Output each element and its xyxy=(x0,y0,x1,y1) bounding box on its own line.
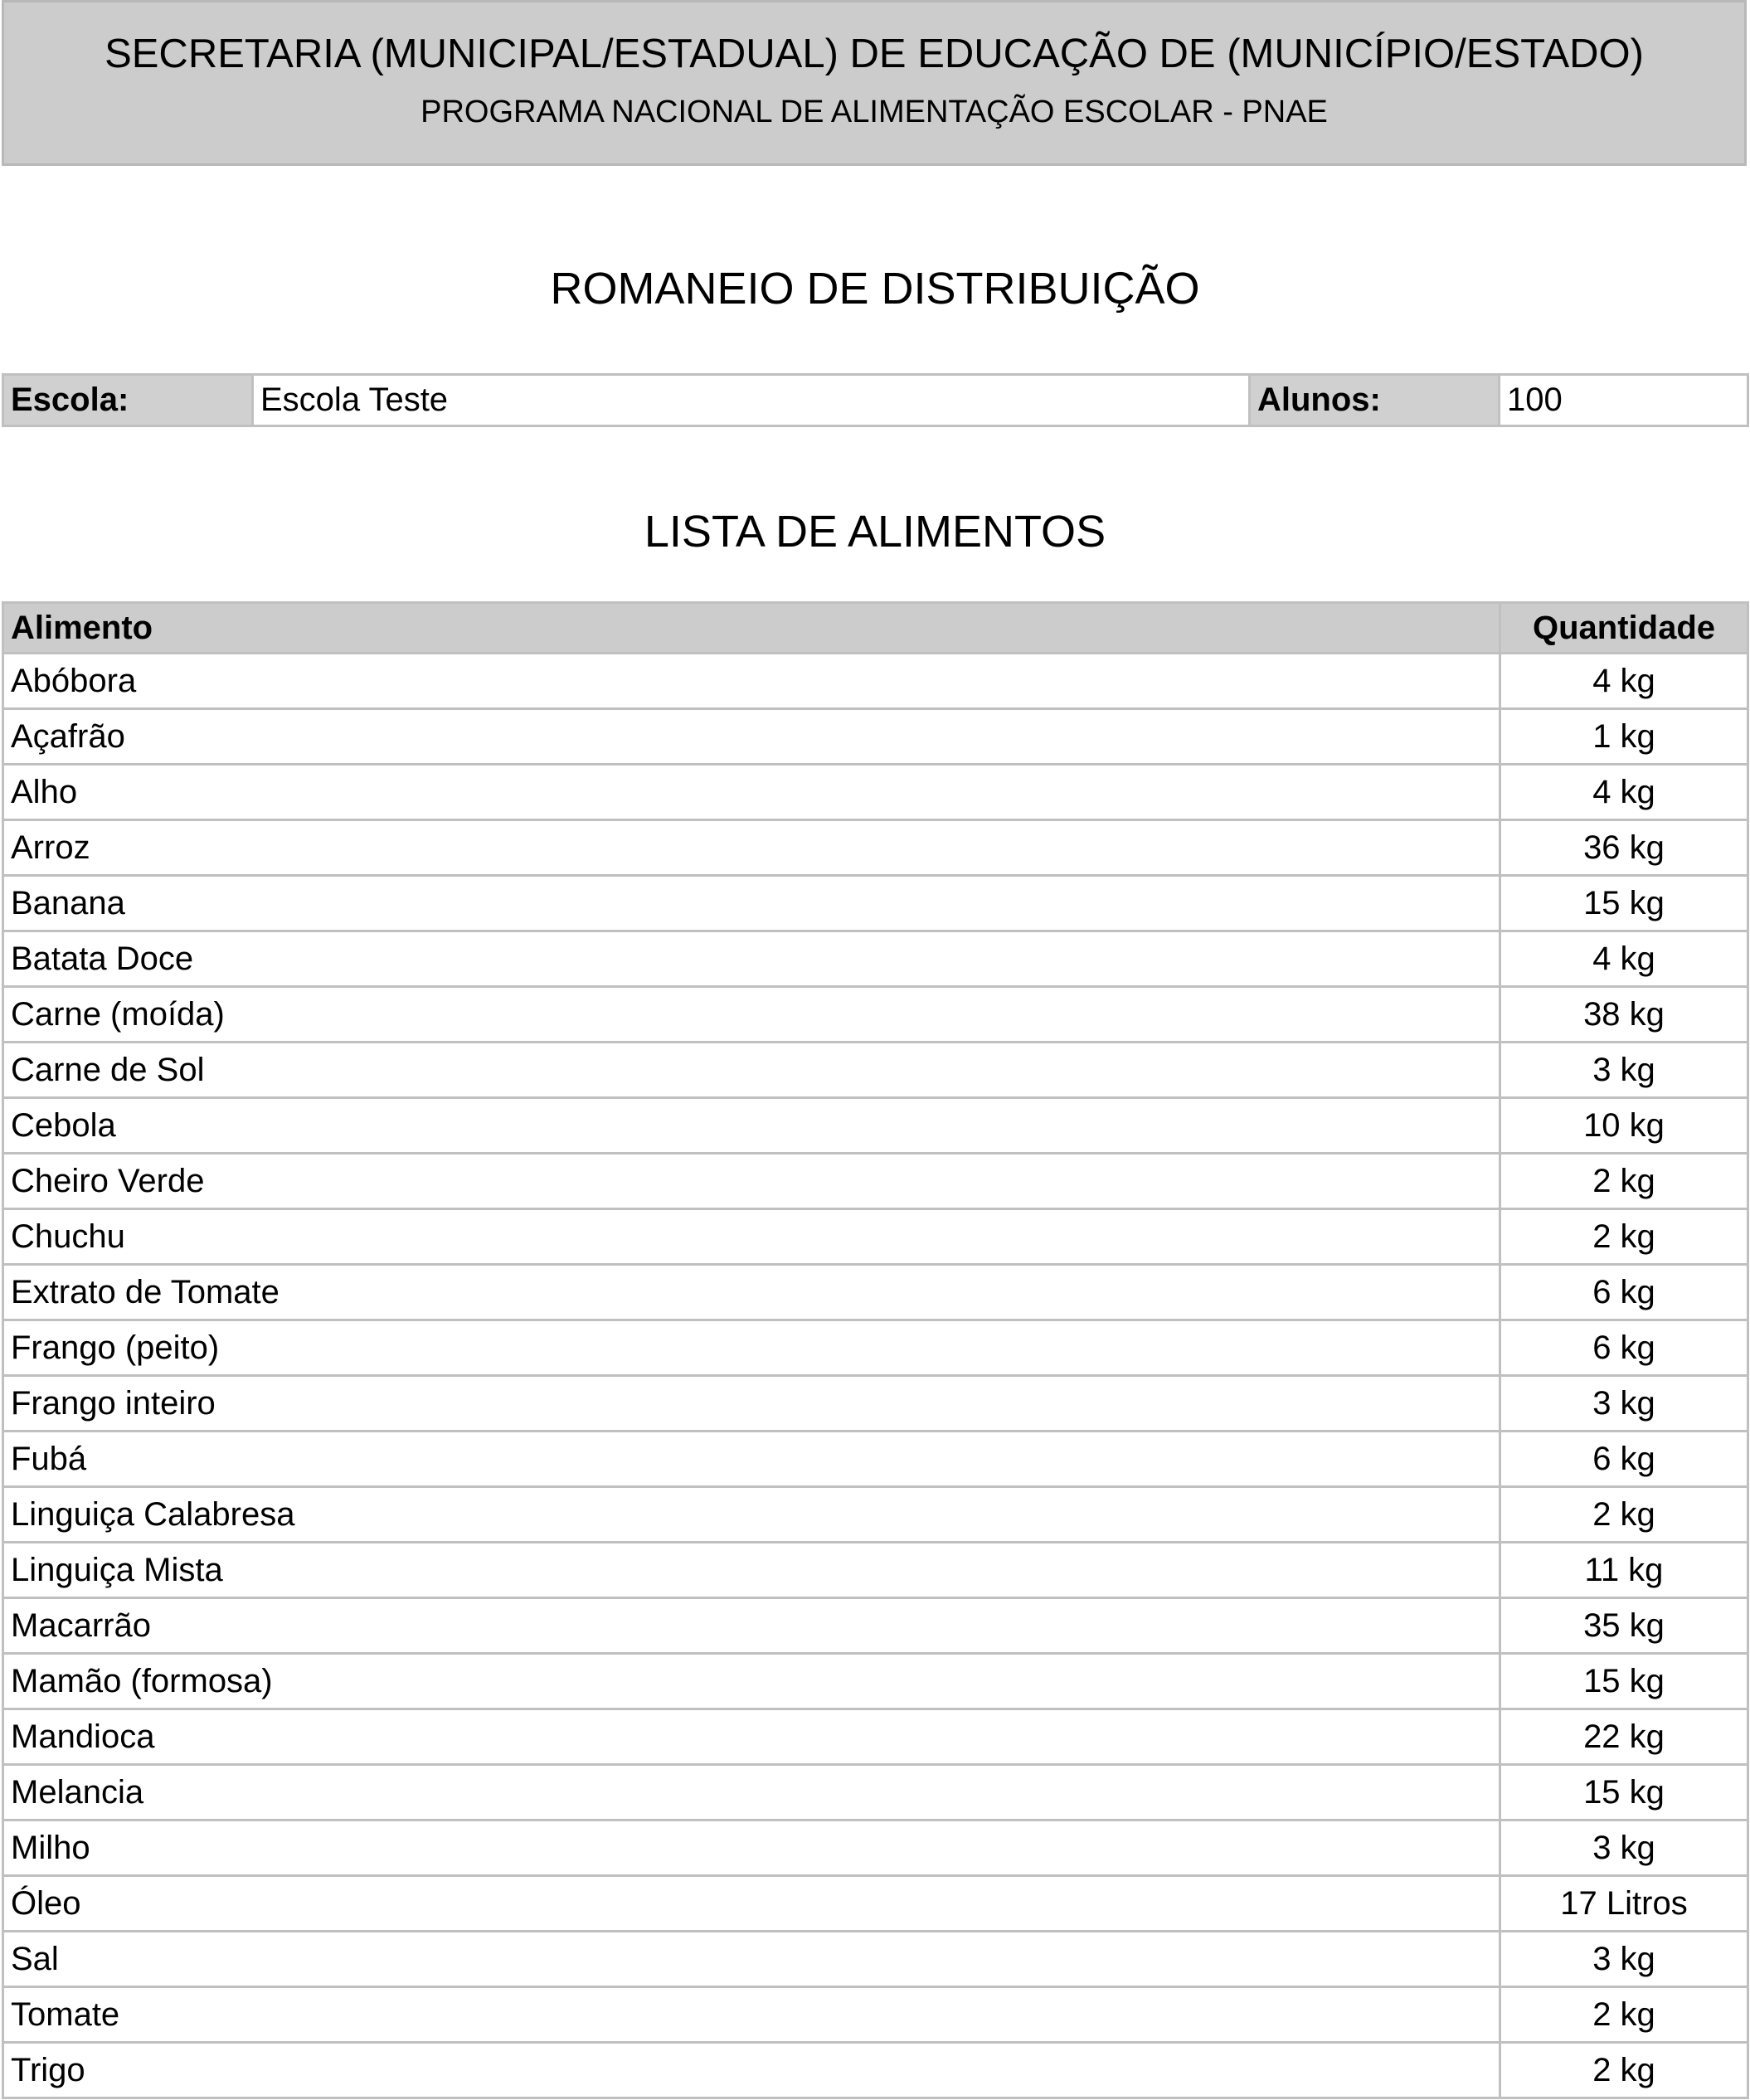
table-row xyxy=(3,987,1748,1043)
food-quantity-cell: 2 kg xyxy=(1500,1209,1748,1265)
column-header-food: Alimento xyxy=(3,603,1500,654)
food-name-cell: Cebola xyxy=(3,1098,1500,1154)
table-row xyxy=(3,765,1748,820)
food-quantity-cell: 2 kg xyxy=(1500,2043,1748,2098)
food-name-cell: Mandioca xyxy=(3,1709,1500,1765)
table-header-row xyxy=(3,603,1748,654)
table-row xyxy=(3,1487,1748,1543)
food-quantity-cell: 3 kg xyxy=(1500,1376,1748,1432)
food-quantity-cell: 35 kg xyxy=(1500,1598,1748,1654)
table-row xyxy=(3,931,1748,987)
table-row xyxy=(3,1098,1748,1154)
header-banner xyxy=(2,0,1747,166)
column-header-quantity: Quantidade xyxy=(1500,603,1748,654)
food-name-cell: Fubá xyxy=(3,1432,1500,1487)
food-name-cell: Frango inteiro xyxy=(3,1376,1500,1432)
table-row xyxy=(3,1598,1748,1654)
food-quantity-cell: 2 kg xyxy=(1500,1154,1748,1209)
food-name-cell: Mamão (formosa) xyxy=(3,1654,1500,1709)
table-row xyxy=(3,1709,1748,1765)
food-name-cell: Óleo xyxy=(3,1876,1500,1932)
food-quantity-cell: 6 kg xyxy=(1500,1432,1748,1487)
food-quantity-cell: 15 kg xyxy=(1500,876,1748,931)
document-title: ROMANEIO DE DISTRIBUIÇÃO xyxy=(550,264,1200,314)
food-name-cell: Cheiro Verde xyxy=(3,1154,1500,1209)
food-name-cell: Batata Doce xyxy=(3,931,1500,987)
food-name-cell: Carne de Sol xyxy=(3,1043,1500,1098)
food-name-cell: Banana xyxy=(3,876,1500,931)
food-quantity-cell: 22 kg xyxy=(1500,1709,1748,1765)
food-name-cell: Trigo xyxy=(3,2043,1500,2098)
food-list-title: LISTA DE ALIMENTOS xyxy=(644,507,1106,557)
food-quantity-cell: 10 kg xyxy=(1500,1098,1748,1154)
table-row xyxy=(3,1209,1748,1265)
table-row xyxy=(3,820,1748,876)
table-row xyxy=(3,1932,1748,1987)
header-subtitle: PROGRAMA NACIONAL DE ALIMENTAÇÃO ESCOLAR - PNAE xyxy=(420,95,1328,129)
food-quantity-cell: 17 Litros xyxy=(1500,1876,1748,1932)
food-name-cell: Milho xyxy=(3,1820,1500,1876)
food-quantity-cell: 2 kg xyxy=(1500,1987,1748,2043)
food-name-cell: Arroz xyxy=(3,820,1500,876)
school-info-row xyxy=(3,375,1748,426)
table-row xyxy=(3,1765,1748,1820)
food-quantity-cell: 15 kg xyxy=(1500,1654,1748,1709)
food-quantity-cell: 6 kg xyxy=(1500,1265,1748,1320)
table-row xyxy=(3,2043,1748,2098)
food-name-cell: Chuchu xyxy=(3,1209,1500,1265)
table-row xyxy=(3,1432,1748,1487)
food-quantity-cell: 3 kg xyxy=(1500,1932,1748,1987)
table-row xyxy=(3,1320,1748,1376)
food-name-cell: Melancia xyxy=(3,1765,1500,1820)
food-quantity-cell: 2 kg xyxy=(1500,1487,1748,1543)
students-label: Alunos: xyxy=(1250,375,1500,426)
food-quantity-cell: 4 kg xyxy=(1500,931,1748,987)
food-quantity-cell: 15 kg xyxy=(1500,1765,1748,1820)
food-name-cell: Extrato de Tomate xyxy=(3,1265,1500,1320)
food-name-cell: Macarrão xyxy=(3,1598,1500,1654)
food-name-cell: Alho xyxy=(3,765,1500,820)
table-row xyxy=(3,709,1748,765)
school-label: Escola: xyxy=(3,375,253,426)
food-quantity-cell: 6 kg xyxy=(1500,1320,1748,1376)
food-quantity-cell: 3 kg xyxy=(1500,1820,1748,1876)
food-quantity-cell: 1 kg xyxy=(1500,709,1748,765)
table-row xyxy=(3,1376,1748,1432)
food-quantity-cell: 11 kg xyxy=(1500,1543,1748,1598)
food-quantity-cell: 36 kg xyxy=(1500,820,1748,876)
students-value: 100 xyxy=(1500,375,1748,426)
table-row xyxy=(3,1265,1748,1320)
food-name-cell: Carne (moída) xyxy=(3,987,1500,1043)
food-name-cell: Tomate xyxy=(3,1987,1500,2043)
food-quantity-cell: 4 kg xyxy=(1500,654,1748,709)
food-quantity-cell: 38 kg xyxy=(1500,987,1748,1043)
table-row xyxy=(3,876,1748,931)
food-quantity-cell: 3 kg xyxy=(1500,1043,1748,1098)
food-name-cell: Sal xyxy=(3,1932,1500,1987)
food-list-table xyxy=(2,601,1749,2099)
school-value: Escola Teste xyxy=(253,375,1250,426)
food-name-cell: Frango (peito) xyxy=(3,1320,1500,1376)
food-list-body xyxy=(3,654,1748,2098)
food-name-cell: Abóbora xyxy=(3,654,1500,709)
table-row xyxy=(3,1654,1748,1709)
table-row xyxy=(3,1043,1748,1098)
table-row xyxy=(3,1820,1748,1876)
table-row xyxy=(3,654,1748,709)
table-row xyxy=(3,1987,1748,2043)
food-name-cell: Linguiça Mista xyxy=(3,1543,1500,1598)
header-title: SECRETARIA (MUNICIPAL/ESTADUAL) DE EDUCAÇÃO DE (MUNICÍPIO/ESTADO) xyxy=(105,32,1644,76)
table-row xyxy=(3,1543,1748,1598)
table-row xyxy=(3,1154,1748,1209)
school-info-table xyxy=(2,373,1749,427)
food-name-cell: Açafrão xyxy=(3,709,1500,765)
food-quantity-cell: 4 kg xyxy=(1500,765,1748,820)
table-row xyxy=(3,1876,1748,1932)
food-name-cell: Linguiça Calabresa xyxy=(3,1487,1500,1543)
